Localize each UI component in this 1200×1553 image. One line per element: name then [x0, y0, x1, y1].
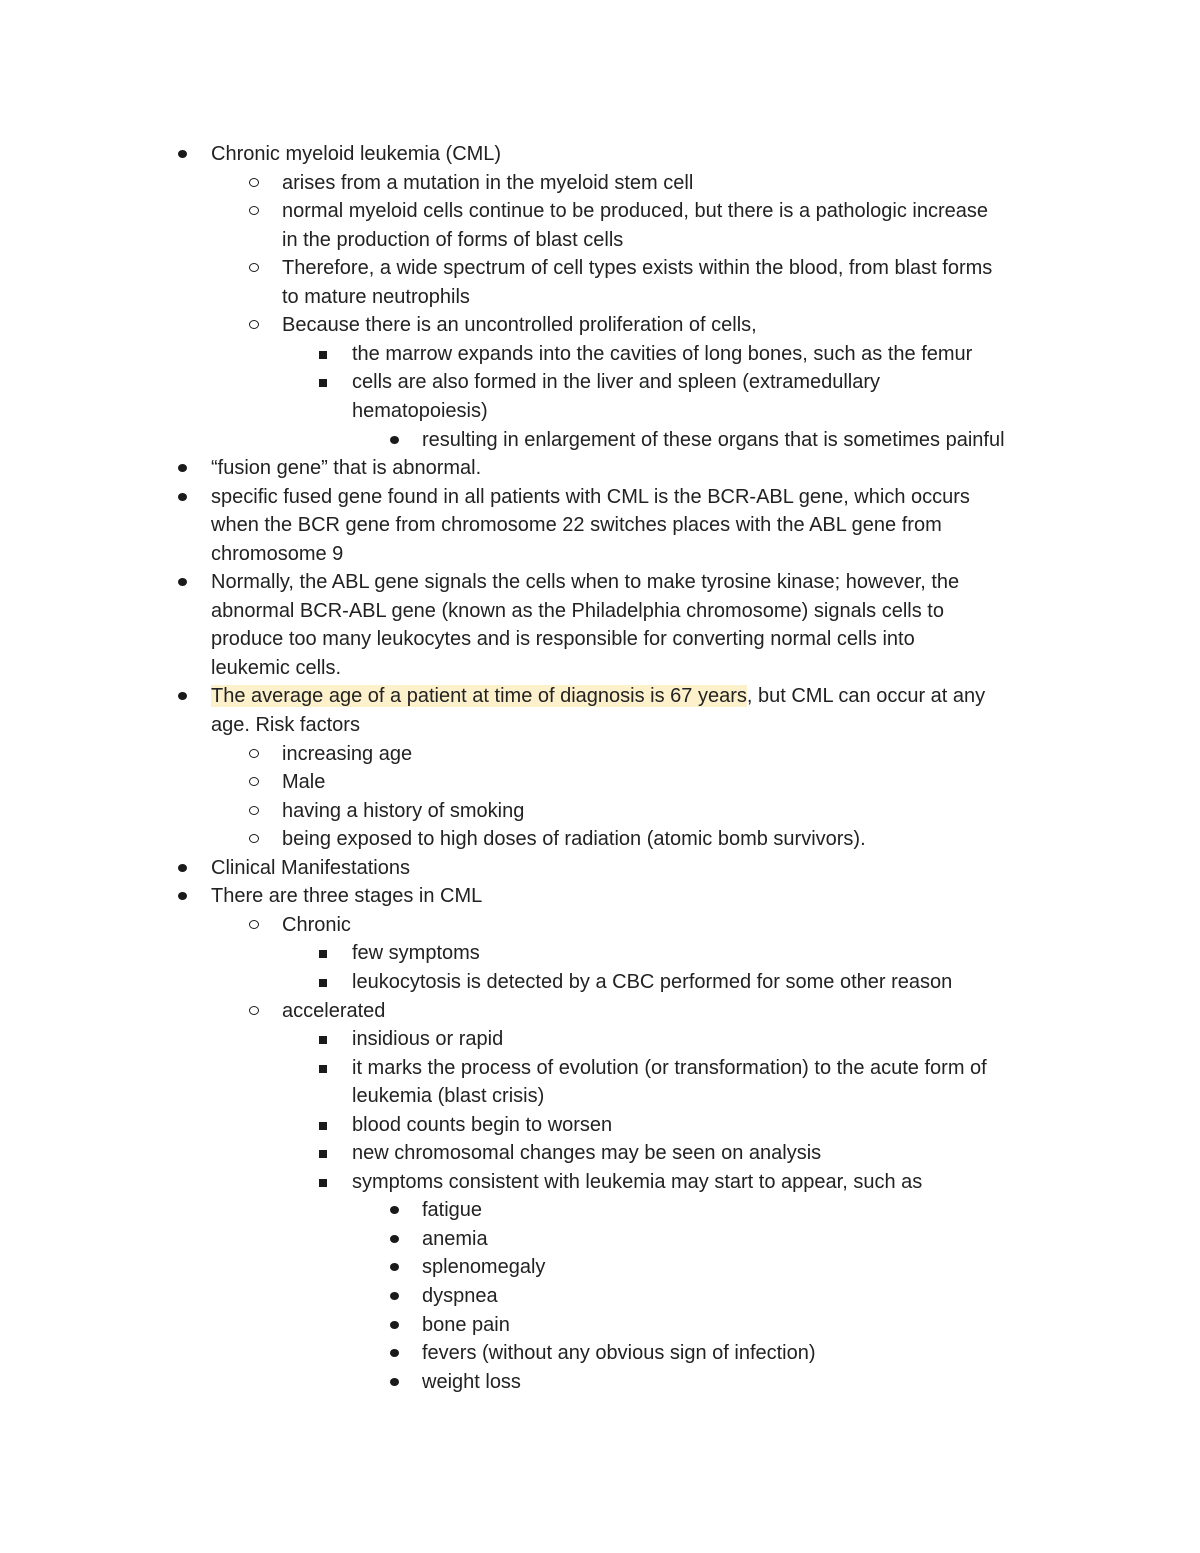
text-run: There are three stages in CML [211, 885, 483, 907]
text-run: anemia [422, 1228, 488, 1250]
list-item-text [352, 1025, 503, 1053]
circle-bullet-icon [249, 749, 259, 758]
text-run: leukemia (blast crisis) [352, 1085, 545, 1107]
text-run: Normally, the ABL gene signals the cells when to make tyrosine kinase; however, the [211, 571, 960, 593]
text-run: , but CML can occur at any [746, 685, 986, 707]
text-run: the marrow expands into the cavities of long bones, such as the femur [352, 343, 973, 365]
square-bullet-icon [319, 1150, 327, 1158]
list-item-text [422, 1339, 816, 1367]
list-item-text [282, 825, 866, 853]
circle-bullet-icon [249, 1006, 259, 1015]
text-run: abnormal BCR-ABL gene (known as the Philadelphia chromosome) signals cells to [211, 600, 944, 622]
list-item-text [282, 768, 325, 796]
square-bullet-icon [319, 950, 327, 958]
text-run: hematopoiesis) [352, 400, 488, 422]
list-item-text [282, 169, 693, 197]
text-run: Chronic [282, 914, 351, 936]
list-item-text [352, 939, 480, 967]
list-item-text [211, 454, 481, 482]
list-item-text [282, 740, 412, 768]
list-item-text [352, 1168, 922, 1196]
list-item-text [211, 711, 360, 739]
list-item-text [282, 797, 524, 825]
text-run: Chronic myeloid leukemia (CML) [211, 143, 502, 165]
text-run: Male [282, 771, 326, 793]
disc-bullet-icon [178, 692, 187, 700]
list-item-text [422, 1225, 488, 1253]
list-item-text [211, 568, 959, 596]
circle-bullet-icon [249, 320, 259, 329]
list-item-text [422, 1196, 482, 1224]
list-item-text [352, 1082, 544, 1110]
list-item-text [422, 1253, 545, 1281]
text-run: chromosome 9 [211, 543, 344, 565]
list-item-text [352, 1054, 987, 1082]
circle-bullet-icon [249, 806, 259, 815]
square-bullet-icon [319, 1065, 327, 1073]
text-run: “fusion gene” that is abnormal. [211, 457, 482, 479]
list-item-text [211, 540, 343, 568]
square-bullet-icon [319, 351, 327, 359]
list-item-text [422, 1311, 510, 1339]
circle-bullet-icon [249, 206, 259, 215]
circle-bullet-icon [249, 920, 259, 929]
circle-bullet-icon [249, 777, 259, 786]
highlighted-text: The average age of a patient at time of diagnosis is 67 years [211, 685, 747, 707]
text-run: produce too many leukocytes and is responsible for converting normal cells into [211, 628, 915, 650]
text-run: splenomegaly [422, 1256, 546, 1278]
list-item-text [211, 483, 970, 511]
text-run: leukemic cells. [211, 657, 342, 679]
circle-bullet-icon [249, 263, 259, 272]
list-item-text [352, 968, 952, 996]
text-run: weight loss [422, 1371, 521, 1393]
circle-bullet-icon [249, 178, 259, 187]
circle-bullet-icon [249, 834, 259, 843]
list-item-text [211, 654, 341, 682]
text-run: Clinical Manifestations [211, 857, 410, 879]
text-run: being exposed to high doses of radiation (atomic bomb survivors). [282, 828, 866, 850]
text-run: normal myeloid cells continue to be produced, but there is a pathologic increase [282, 200, 988, 222]
text-run: in the production of forms of blast cells [282, 229, 624, 251]
square-bullet-icon [319, 1179, 327, 1187]
list-item-text [282, 226, 623, 254]
disc-bullet-icon [390, 1235, 399, 1243]
text-run: bone pain [422, 1314, 510, 1336]
list-item-text [352, 1111, 612, 1139]
disc-bullet-icon [178, 892, 187, 900]
list-item-text [211, 882, 482, 910]
square-bullet-icon [319, 979, 327, 987]
disc-bullet-icon [390, 1206, 399, 1214]
list-item-text [352, 340, 972, 368]
text-run: insidious or rapid [352, 1028, 504, 1050]
list-item-text [422, 1368, 521, 1396]
disc-bullet-icon [390, 436, 399, 444]
disc-bullet-icon [390, 1349, 399, 1357]
disc-bullet-icon [178, 464, 187, 472]
list-item-text [282, 997, 385, 1025]
disc-bullet-icon [178, 864, 187, 872]
text-run: new chromosomal changes may be seen on analysis [352, 1142, 822, 1164]
disc-bullet-icon [178, 493, 187, 501]
text-run: when the BCR gene from chromosome 22 switches places with the ABL gene from [211, 514, 942, 536]
list-item-text [211, 682, 985, 710]
list-item-text [211, 140, 501, 168]
text-run: symptoms consistent with leukemia may start to appear, such as [352, 1171, 923, 1193]
text-run: fatigue [422, 1199, 483, 1221]
text-run: having a history of smoking [282, 800, 525, 822]
list-item-text [282, 283, 470, 311]
text-run: Because there is an uncontrolled proliferation of cells, [282, 314, 757, 336]
disc-bullet-icon [390, 1292, 399, 1300]
list-item-text [211, 625, 915, 653]
list-item-text [211, 597, 944, 625]
text-run: accelerated [282, 1000, 386, 1022]
disc-bullet-icon [390, 1321, 399, 1329]
list-item-text [352, 368, 880, 396]
list-item-text [352, 397, 488, 425]
list-item-text [282, 254, 992, 282]
list-item-text [211, 511, 942, 539]
text-run: Therefore, a wide spectrum of cell types exists within the blood, from blast forms [282, 257, 993, 279]
text-run: fevers (without any obvious sign of infection) [422, 1342, 816, 1364]
square-bullet-icon [319, 1122, 327, 1130]
text-run: arises from a mutation in the myeloid stem cell [282, 172, 694, 194]
text-run: blood counts begin to worsen [352, 1114, 613, 1136]
text-run: resulting in enlargement of these organs that is sometimes painful [422, 429, 1005, 451]
list-item-text [282, 911, 351, 939]
text-run: it marks the process of evolution (or transformation) to the acute form of [352, 1057, 987, 1079]
list-item-text [211, 854, 410, 882]
disc-bullet-icon [390, 1263, 399, 1271]
list-item-text [422, 1282, 498, 1310]
square-bullet-icon [319, 379, 327, 387]
disc-bullet-icon [178, 150, 187, 158]
list-item-text [352, 1139, 821, 1167]
text-run: cells are also formed in the liver and spleen (extramedullary [352, 371, 881, 393]
text-run: to mature neutrophils [282, 286, 470, 308]
text-run: leukocytosis is detected by a CBC performed for some other reason [352, 971, 953, 993]
disc-bullet-icon [390, 1378, 399, 1386]
text-run: few symptoms [352, 942, 480, 964]
text-run: increasing age [282, 743, 413, 765]
text-run: specific fused gene found in all patients with CML is the BCR-ABL gene, which occurs [211, 486, 970, 508]
list-item-text [282, 311, 757, 339]
text-run: age. Risk factors [211, 714, 360, 736]
text-run: dyspnea [422, 1285, 498, 1307]
square-bullet-icon [319, 1036, 327, 1044]
list-item-text [282, 197, 988, 225]
list-item-text [422, 426, 1005, 454]
disc-bullet-icon [178, 578, 187, 586]
